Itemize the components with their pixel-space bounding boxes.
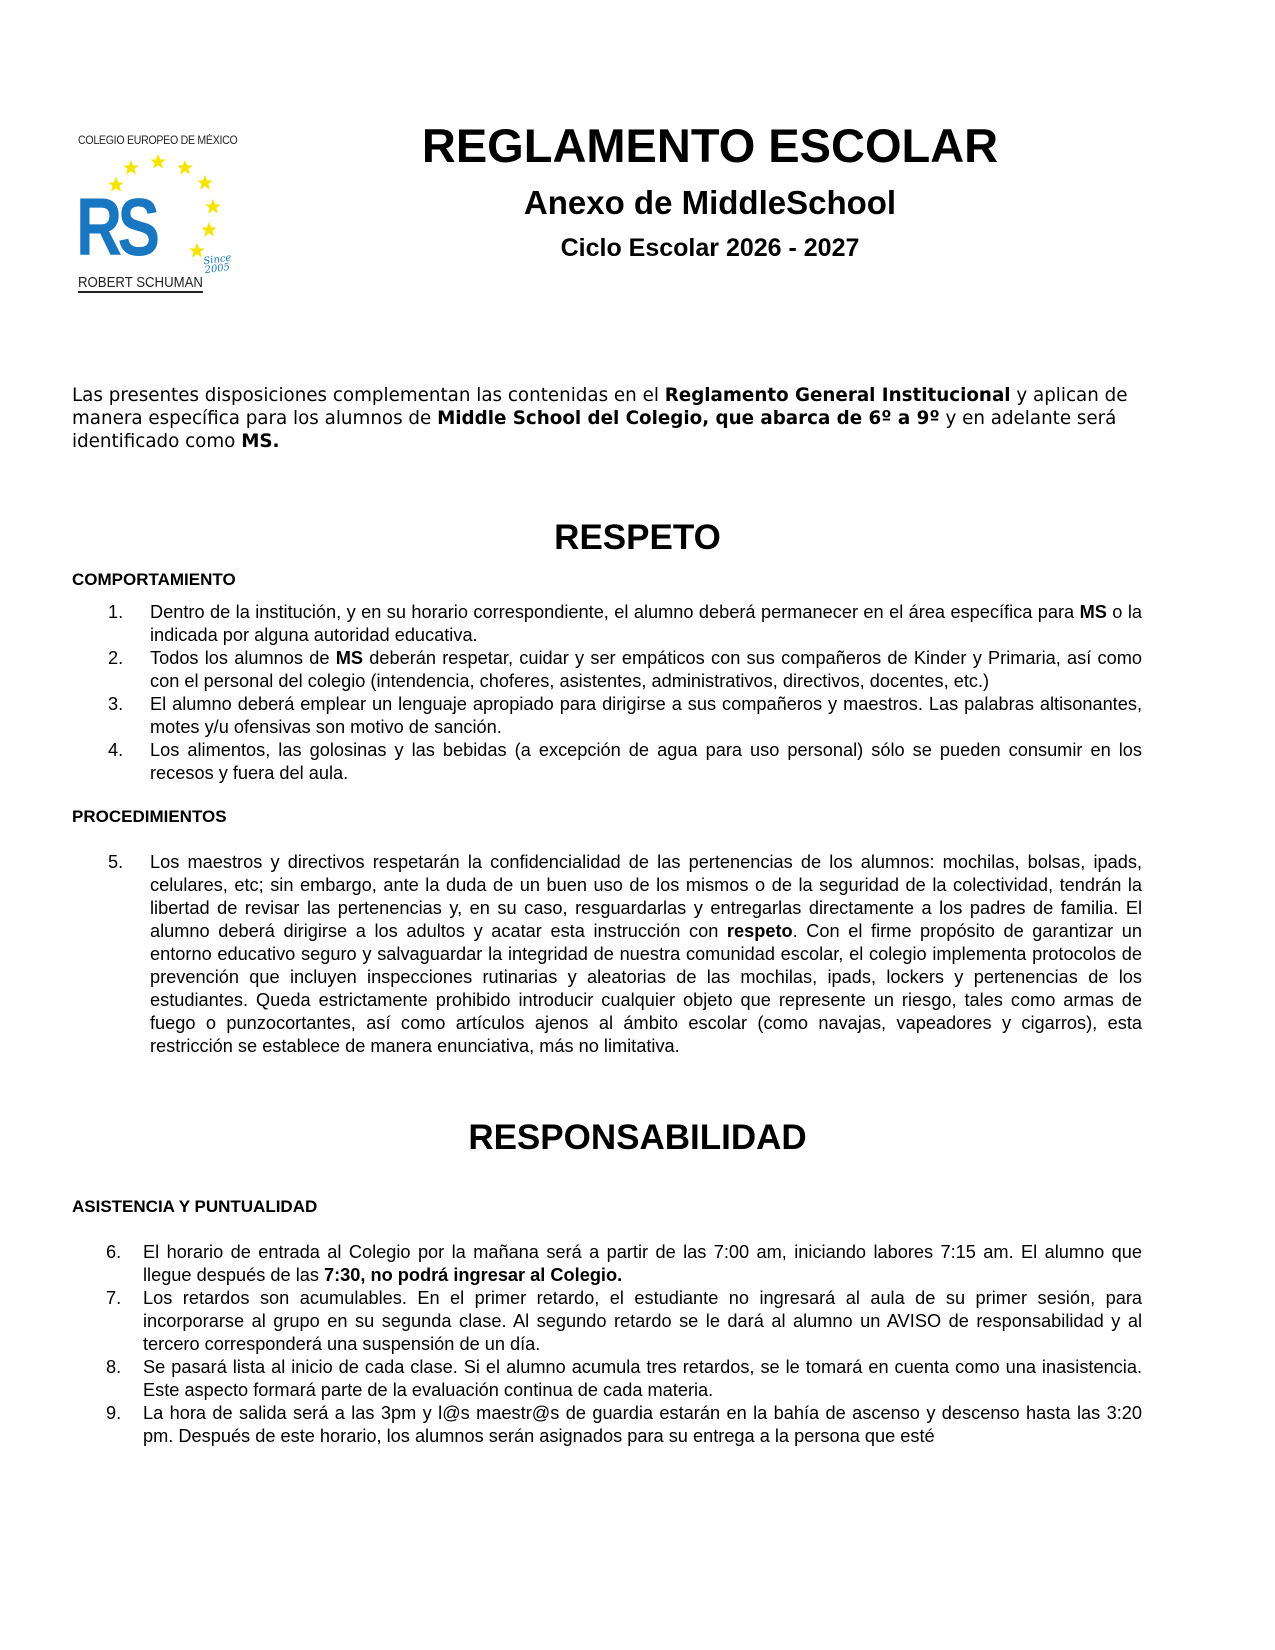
rule-text: Dentro de la institución, y en su horario correspondiente, el alumno deberá permanecer en el área específica para [150, 602, 1080, 622]
rule-item [0, 693, 1275, 739]
rule-text: Los retardos son acumulables. En el primer retardo, el estudiante no ingresará al aula de su primer sesión, para incorporarse al grupo en su segunda clase. Al segundo retardo se le dará al alumno un AVISO de responsabilidad y al tercero corresponderá una suspensión de un día. [143, 1288, 1142, 1354]
intro-bold: Middle School del Colegio, que abarca de 6º a 9º [437, 408, 940, 429]
rule-text: Todos los alumnos de [150, 648, 336, 668]
rule-bold: respeto [726, 921, 793, 941]
rule-text: La hora de salida será a las 3pm y l@s maestr@s de guardia estarán en la bahía de ascenso y descenso hasta las 3:20 pm. Después de este horario, los alumnos serán asignados para su entrega a la persona que esté [143, 1403, 1142, 1446]
intro-bold: Reglamento General Institucional [664, 385, 1011, 406]
document-subtitle: Anexo de MiddleSchool [523, 184, 897, 221]
logo-school-name: COLEGIO EUROPEO DE MÉXICO [78, 135, 238, 147]
rule-item [0, 601, 1275, 647]
logo-since: Since 2005 [202, 252, 233, 277]
rule-text: o la indicada por alguna autoridad educativa. [150, 602, 1142, 645]
rule-item [0, 647, 1275, 693]
rules-list-asistencia [0, 1241, 1275, 1448]
intro-text: y aplican de manera específica para los alumnos de [72, 385, 1128, 429]
logo-school-namesake: ROBERT SCHUMAN [78, 274, 203, 291]
rule-text: Los maestros y directivos respetarán la confidencialidad de las pertenencias de los alumnos: mochilas, bolsas, ipads, celulares, etc; sin embargo, ante la duda de un buen uso de los mismos o de la seguridad de la colectividad, tendrán la libertad de revisar las pertenencias y, en su caso, resguardarlas y entregarlas directamente a los padres de familia. El alumno deberá dirigirse a los adultos y acatar esta instrucción con [150, 852, 1142, 941]
subheading-comportamiento: COMPORTAMIENTO [72, 570, 236, 589]
intro-bold: MS. [241, 431, 280, 452]
school-cycle: Ciclo Escolar 2026 - 2027 [560, 234, 860, 262]
rule-number: 3. [108, 694, 124, 714]
rule-bold: MS [1079, 602, 1107, 622]
rule-text: El horario de entrada al Colegio por la mañana será a partir de las 7:00 am, iniciando labores 7:15 am. El alumno que llegue después de las [143, 1242, 1142, 1285]
rule-bold: 7:30, no podrá ingresar al Colegio. [324, 1265, 623, 1285]
subheading-asistencia: ASISTENCIA Y PUNTUALIDAD [72, 1197, 318, 1216]
rule-number: 9. [106, 1403, 122, 1423]
rule-item [0, 1287, 1275, 1356]
intro-paragraph [72, 384, 1152, 453]
rule-text: . Con el firme propósito de garantizar un entorno educativo seguro y salvaguardar la integridad de nuestra comunidad escolar, el colegio implementa protocolos de prevención que incluyen inspecciones rutinarias y aleatorias de las mochilas, ipads, lockers y pertenencias de los estudiantes. Queda estrictamente prohibido introducir cualquier objeto que represente un riesgo, tales como armas de fuego o punzocortantes, así como artículos ajenos al ámbito escolar (como navajas, vapeadores y cigarros), esta restricción se establece de manera enunciativa, más no limitativa. [150, 921, 1143, 1056]
subheading-procedimientos: PROCEDIMIENTOS [72, 807, 227, 826]
section-title-responsabilidad: RESPONSABILIDAD [468, 1118, 807, 1157]
rule-text: Los alimentos, las golosinas y las bebidas (a excepción de agua para uso personal) sólo se pueden consumir en los recesos y fuera del aula. [150, 740, 1142, 783]
rule-item [0, 1241, 1275, 1287]
rule-bold: MS [335, 648, 363, 668]
rule-number: 1. [108, 602, 124, 622]
rule-number: 7. [106, 1288, 122, 1308]
school-logo [78, 135, 238, 295]
rule-number: 2. [108, 648, 124, 668]
rules-list-procedimientos [0, 851, 1275, 1058]
rule-item [0, 851, 1275, 1058]
rule-item [0, 1402, 1275, 1448]
rule-number: 8. [106, 1357, 122, 1377]
rule-item [0, 739, 1275, 785]
rule-text: deberán respetar, cuidar y ser empáticos con sus compañeros de Kinder y Primaria, así como con el personal del colegio (intendencia, choferes, asistentes, administrativos, directivos, docentes, etc.) [150, 648, 1143, 691]
intro-text: Las presentes disposiciones complementan las contenidas en el [72, 385, 665, 406]
rules-list-comportamiento [0, 601, 1275, 785]
rule-item [0, 1356, 1275, 1402]
rule-text: Se pasará lista al inicio de cada clase. Si el alumno acumula tres retardos, se le tomará en cuenta como una inasistencia. Este aspecto formará parte de la evaluación continua de cada materia. [143, 1357, 1142, 1400]
rule-number: 5. [108, 852, 124, 872]
document-title: REGLAMENTO ESCOLAR [421, 119, 999, 172]
rule-number: 4. [108, 740, 124, 760]
rule-text: El alumno deberá emplear un lenguaje apropiado para dirigirse a sus compañeros y maestros. Las palabras altisonantes, motes y/u ofensivas son motivo de sanción. [150, 694, 1142, 737]
rule-number: 6. [106, 1242, 122, 1262]
logo-monogram: RS [76, 182, 156, 273]
section-title-respeto: RESPETO [554, 518, 721, 557]
intro-text: y en adelante será identificado como [72, 408, 1117, 452]
